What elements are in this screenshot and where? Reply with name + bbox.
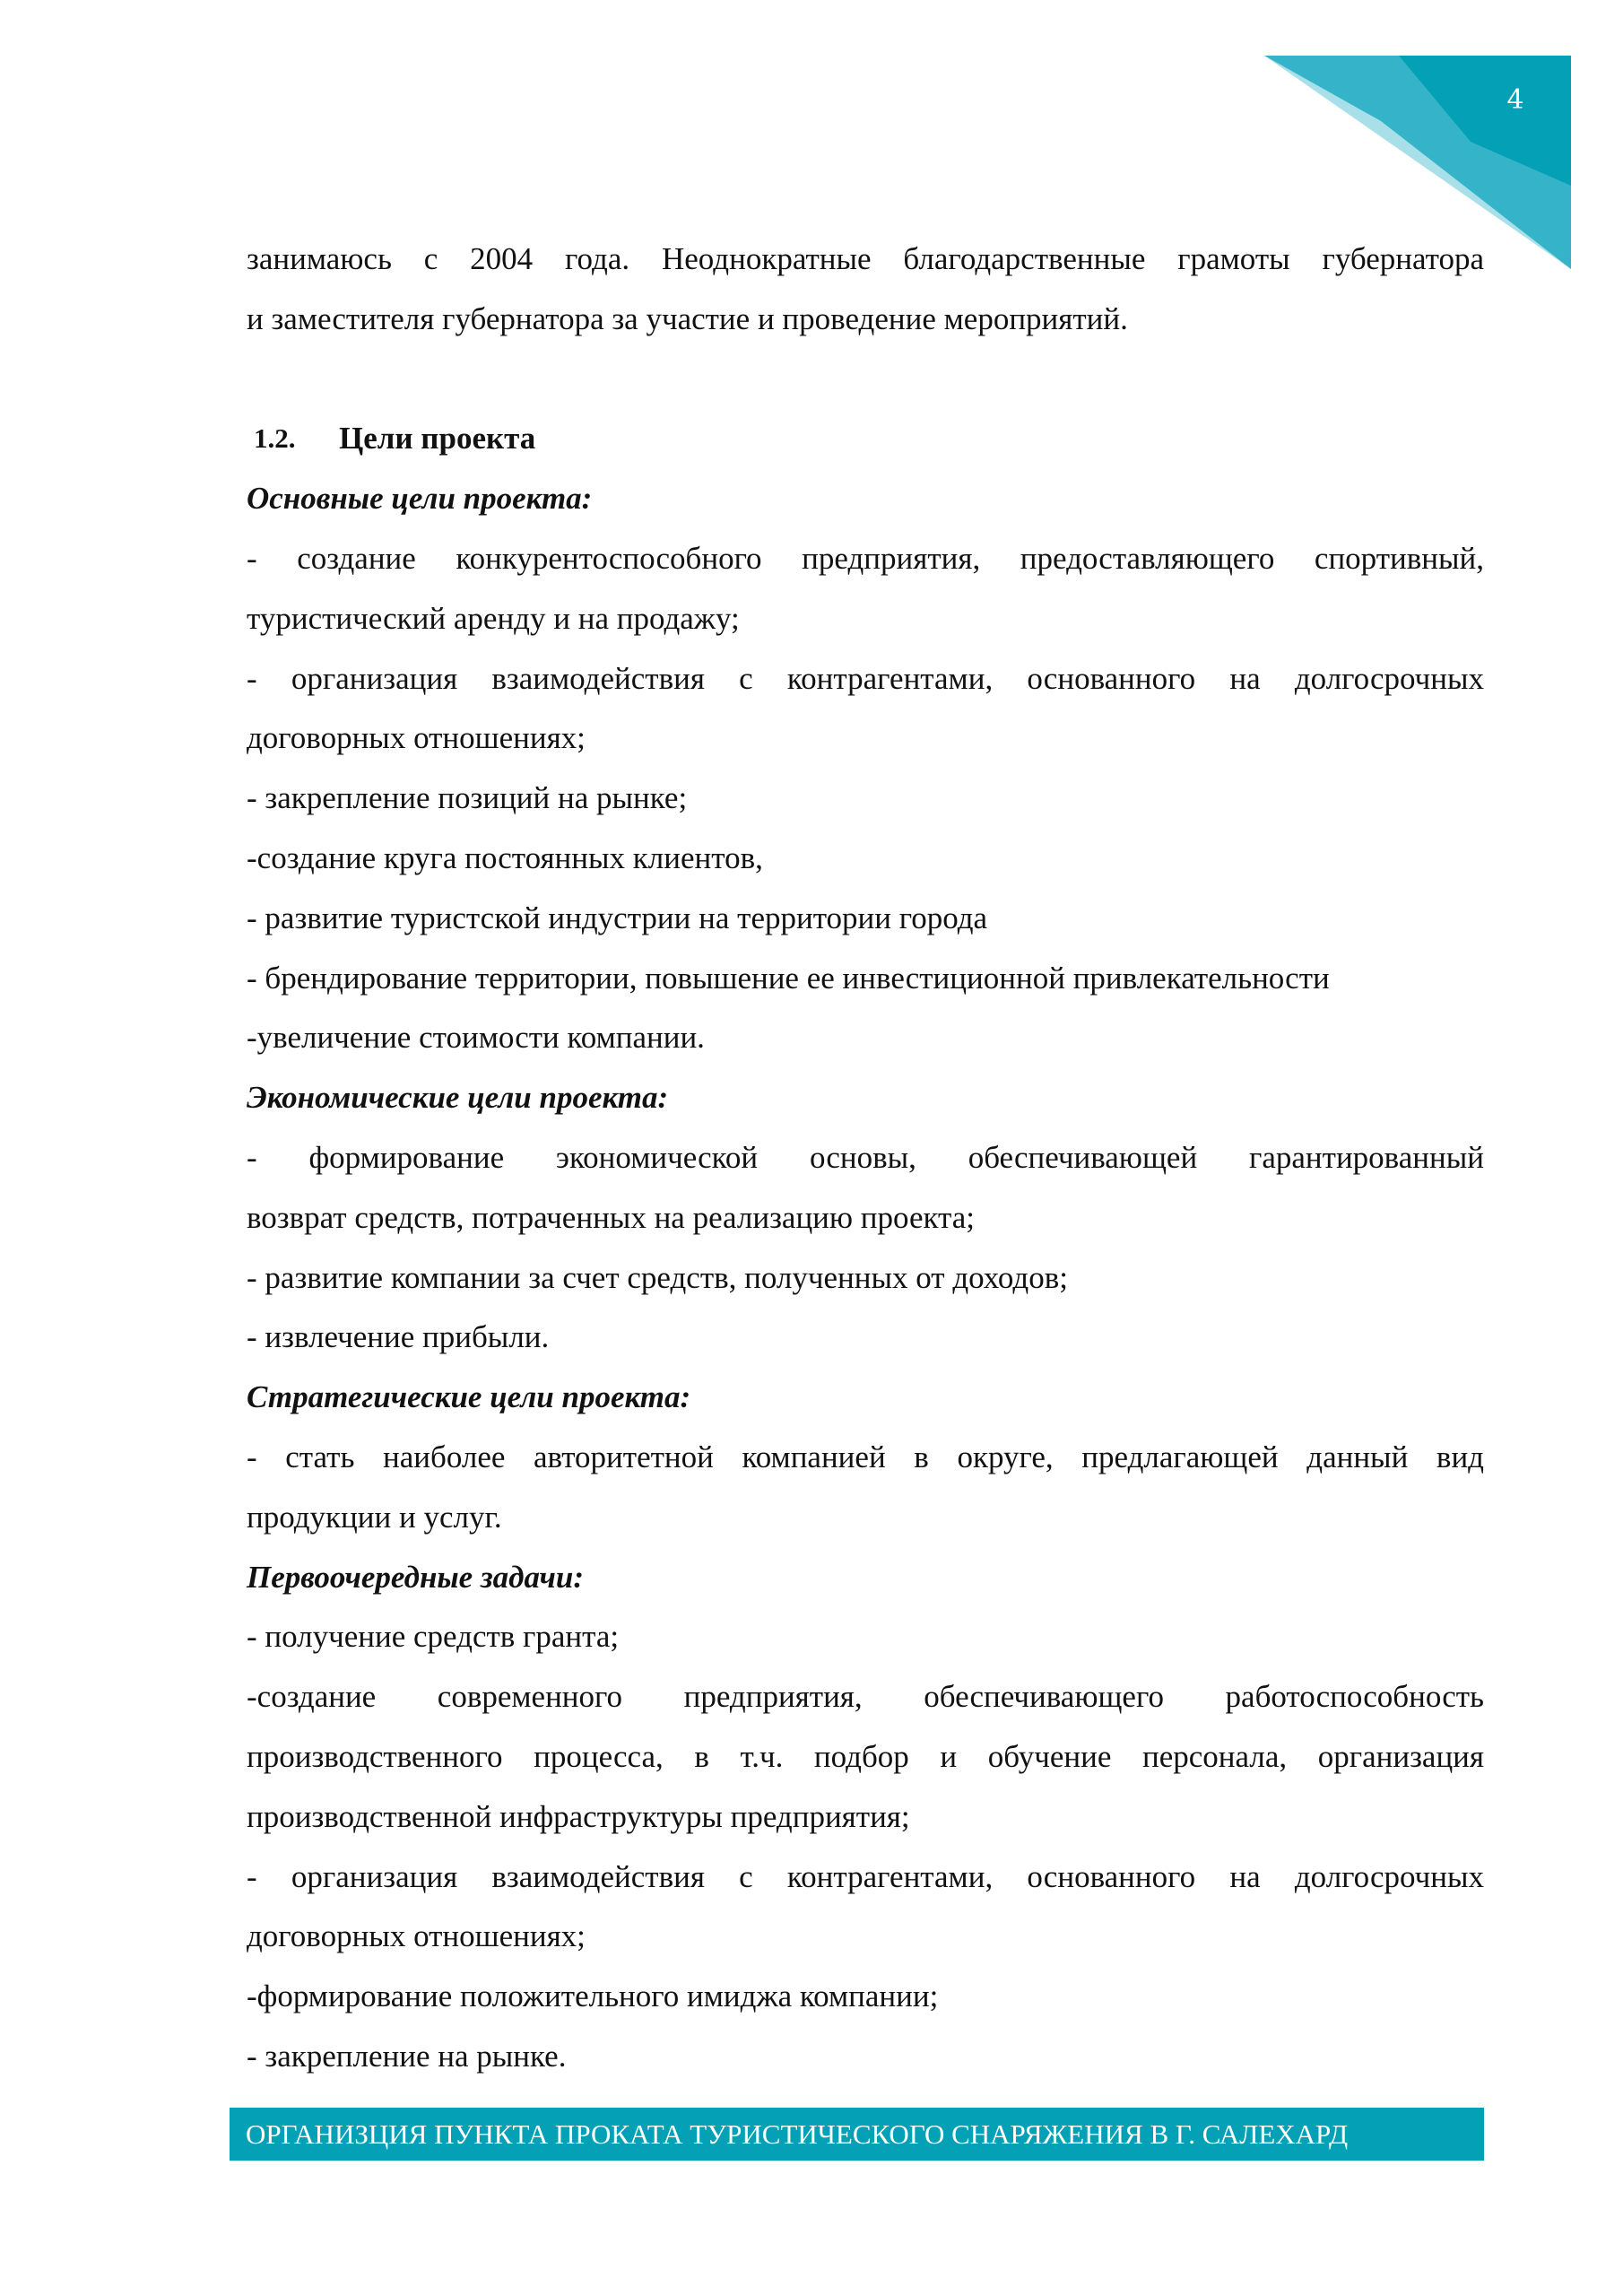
list-item: - развитие компании за счет средств, полученных от доходов;	[247, 1259, 1068, 1295]
economic-goals-title: Экономические цели проекта:	[247, 1080, 669, 1116]
list-item: - получение средств гранта;	[247, 1619, 620, 1655]
footer-banner: ОРГАНИЗЦИЯ ПУНКТА ПРОКАТА ТУРИСТИЧЕСКОГО СНАРЯЖЕНИЯ В Г. САЛЕХАРД	[230, 2108, 1484, 2161]
list-item: - развитие туристской индустрии на территории города	[247, 900, 988, 935]
list-item: продукции и услуг.	[247, 1499, 502, 1535]
section-number: 1.2.	[254, 422, 296, 455]
main-goals-title: Основные цели проекта:	[247, 481, 593, 517]
list-item: -увеличение стоимости компании.	[247, 1020, 705, 1056]
list-item: - извлечение прибыли.	[247, 1319, 550, 1355]
intro-line: и заместителя губернатора за участие и проведение мероприятий.	[247, 300, 1128, 336]
list-item: - организация взаимодействия с контрагентами, основанного на долгосрочных	[247, 1858, 1484, 1894]
list-item: - стать наиболее авторитетной компанией в округе, предлагающей данный вид	[247, 1439, 1484, 1474]
document-body	[247, 230, 1484, 2087]
list-item: - закрепление позиций на рынке;	[247, 780, 688, 816]
list-item: договорных отношениях;	[247, 720, 586, 756]
list-item: договорных отношениях;	[247, 1918, 586, 1954]
list-item: -формирование положительного имиджа компании;	[247, 1979, 939, 2014]
priority-tasks-title: Первоочередные задачи:	[247, 1559, 585, 1595]
list-item: возврат средств, потраченных на реализацию проекта;	[247, 1199, 976, 1235]
list-item: -создание современного предприятия, обеспечивающего работоспособность	[247, 1679, 1484, 1715]
page-number: 4	[1506, 84, 1524, 116]
section-heading	[247, 409, 1484, 469]
list-item: - организация взаимодействия с контрагентами, основанного на долгосрочных	[247, 660, 1484, 696]
list-item: - создание конкурентоспособного предприятия, предоставляющего спортивный,	[247, 540, 1484, 576]
list-item: производственной инфраструктуры предприятия;	[247, 1798, 910, 1834]
strategic-goals-title: Стратегические цели проекта:	[247, 1379, 691, 1415]
list-item: туристический аренду и на продажу;	[247, 600, 740, 636]
list-item: -создание круга постоянных клиентов,	[247, 839, 763, 875]
list-item: - брендирование территории, повышение ее инвестиционной привлекательности	[247, 960, 1330, 996]
list-item: производственного процесса, в т.ч. подбор и обучение персонала, организация	[247, 1738, 1484, 1774]
intro-line: занимаюсь с 2004 года. Неоднократные благодарственные грамоты губернатора	[247, 241, 1484, 276]
spacer	[247, 350, 1484, 410]
list-item: - закрепление на рынке.	[247, 2038, 567, 2074]
list-item: - формирование экономической основы, обеспечивающей гарантированный	[247, 1139, 1484, 1175]
section-title: Цели проекта	[339, 421, 536, 457]
